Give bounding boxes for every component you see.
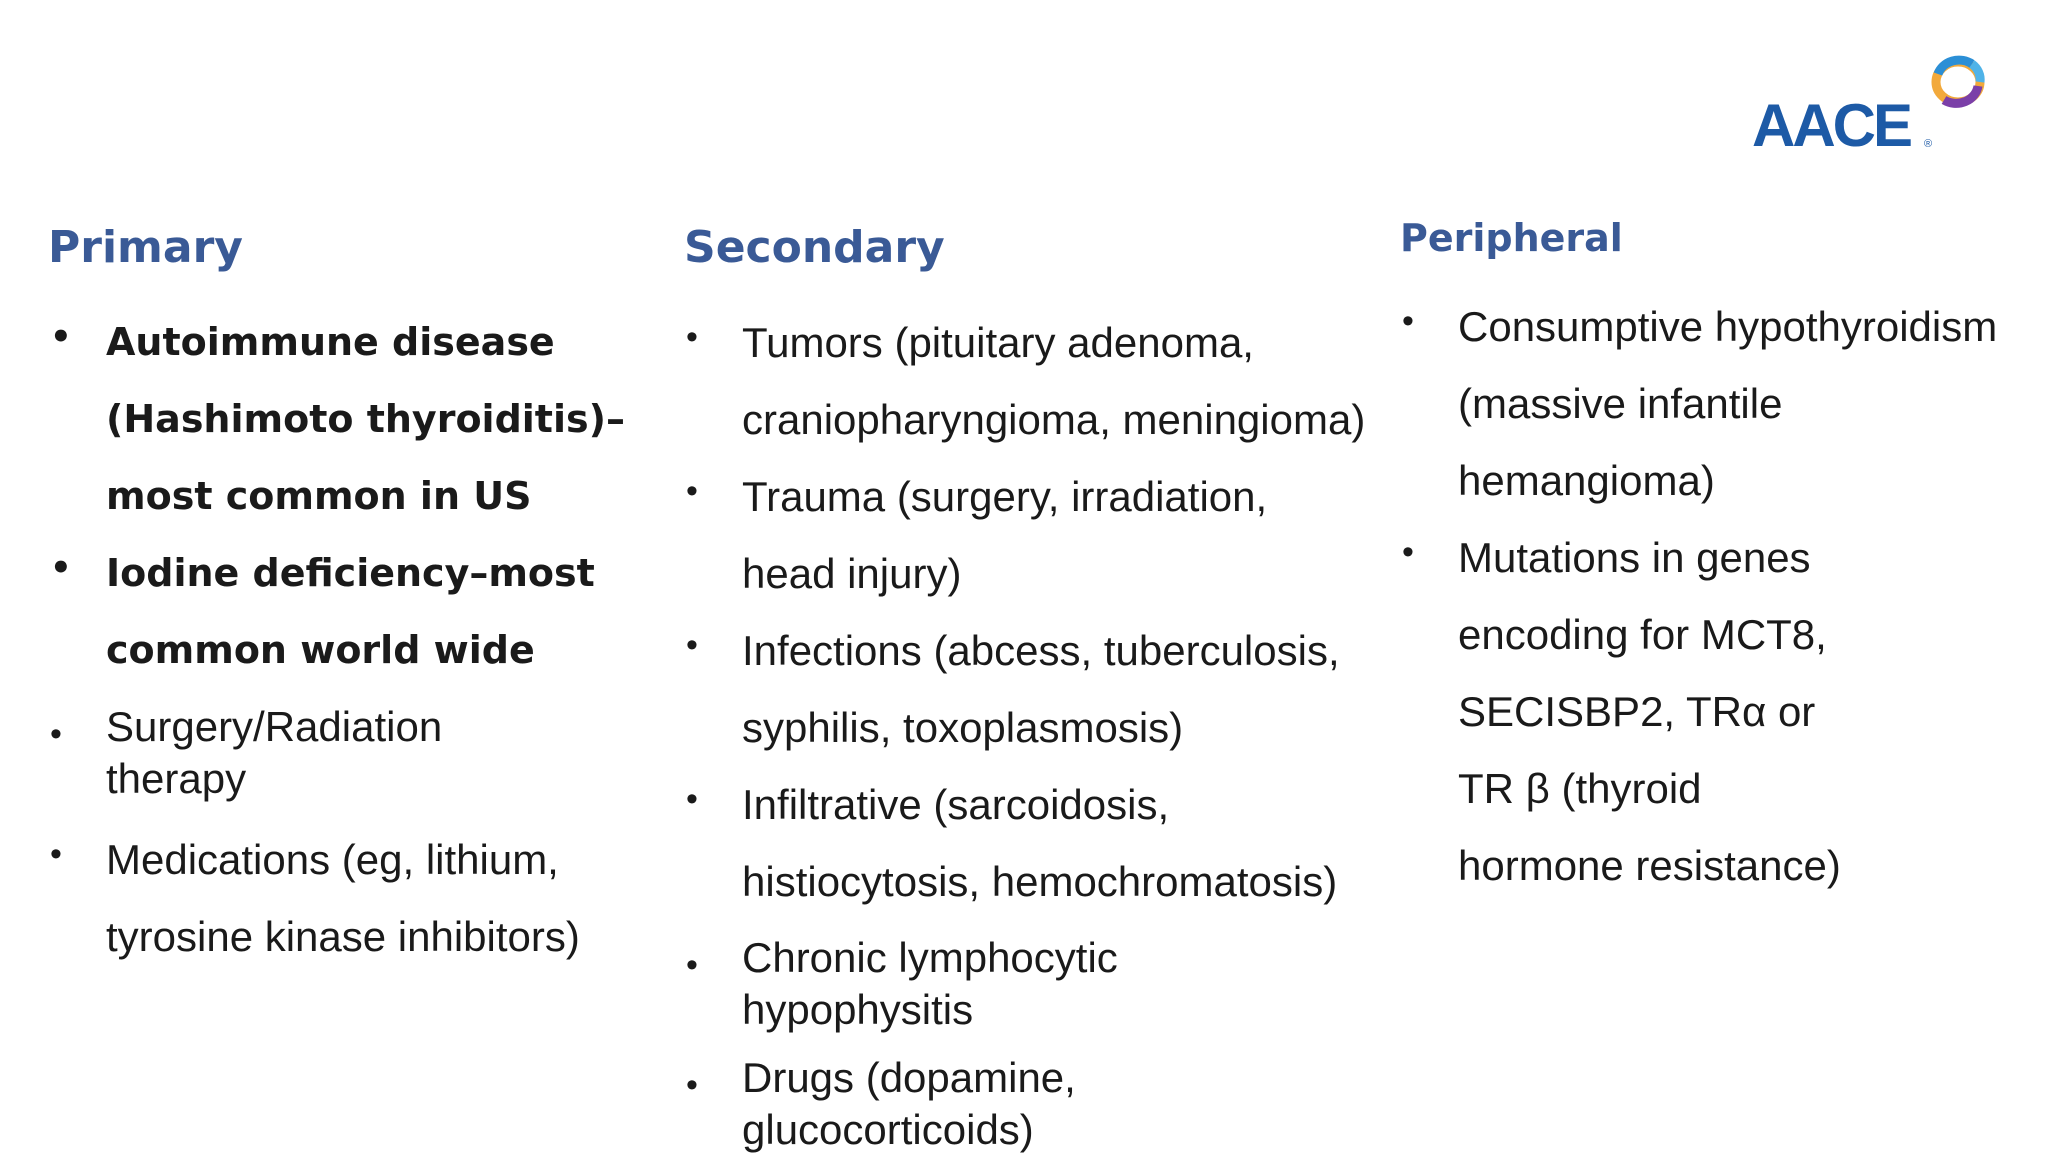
list-item xyxy=(684,458,1365,612)
list-item-line: Drugs (dopamine, xyxy=(742,1054,1076,1101)
list-item xyxy=(684,932,1365,1036)
bullet-icon: • xyxy=(686,472,698,510)
bullet-icon: • xyxy=(1402,302,1414,340)
list-item-line: Infections (abcess, tuberculosis, xyxy=(742,627,1340,674)
bullet-icon: • xyxy=(50,715,62,753)
bullet-icon: • xyxy=(686,946,698,984)
list-item-line: TR β (thyroid xyxy=(1458,765,1702,812)
list-item-line: Surgery/Radiation xyxy=(106,703,443,750)
list-item-line: Consumptive hypothyroidism xyxy=(1458,303,1998,350)
list-item xyxy=(684,304,1365,458)
list-item xyxy=(48,701,625,805)
list-item-line: tyrosine kinase inhibitors) xyxy=(106,913,580,960)
list-item-line: (Hashimoto thyroiditis)– xyxy=(106,397,625,441)
registered-mark: ® xyxy=(1924,138,1933,150)
list-item xyxy=(684,612,1365,766)
list-item-line: craniopharyngioma, meningioma) xyxy=(742,396,1366,443)
peripheral-list xyxy=(1400,288,1997,904)
list-item-line: therapy xyxy=(106,755,247,802)
bullet-icon: • xyxy=(686,318,698,356)
list-item-line: glucocorticoids) xyxy=(742,1106,1034,1153)
aace-logo-text: AACE xyxy=(1752,92,1911,159)
list-item xyxy=(684,766,1365,920)
list-item-line: encoding for MCT8, xyxy=(1458,611,1827,658)
list-item xyxy=(48,821,625,975)
bullet-icon: • xyxy=(686,780,698,818)
list-item-line: Mutations in genes xyxy=(1458,534,1811,581)
list-item-line: SECISBP2, TRα or xyxy=(1458,688,1816,735)
list-item-line: Iodine deficiency–most xyxy=(106,551,595,595)
list-item-line: common world wide xyxy=(106,628,535,672)
bullet-icon: • xyxy=(50,835,62,873)
list-item-line: Medications (eg, lithium, xyxy=(106,836,559,883)
list-item-line: head injury) xyxy=(742,550,962,597)
peripheral-heading: Peripheral xyxy=(1400,216,1623,260)
bullet-icon: • xyxy=(1402,533,1414,571)
list-item-line: Autoimmune disease xyxy=(106,320,555,364)
list-item-line: Tumors (pituitary adenoma, xyxy=(742,319,1254,366)
aace-logo-mark-icon xyxy=(1920,52,1990,118)
bullet-icon: • xyxy=(686,626,698,664)
bullet-icon: • xyxy=(686,1066,698,1104)
list-item-line: histiocytosis, hemochromatosis) xyxy=(742,858,1338,905)
list-item-line: most common in US xyxy=(106,474,532,518)
list-item xyxy=(1400,288,1997,519)
bullet-icon: • xyxy=(50,317,72,357)
list-item xyxy=(48,535,625,689)
list-item-line: hypophysitis xyxy=(742,986,974,1033)
list-item xyxy=(48,304,625,535)
list-item xyxy=(684,1052,1365,1156)
list-item-line: hemangioma) xyxy=(1458,457,1715,504)
aace-logo xyxy=(1748,52,2008,162)
secondary-heading: Secondary xyxy=(684,222,945,273)
list-item-line: syphilis, toxoplasmosis) xyxy=(742,704,1184,751)
list-item-line: (massive infantile xyxy=(1458,380,1783,427)
primary-list xyxy=(48,304,625,975)
secondary-list xyxy=(684,304,1365,1172)
list-item xyxy=(1400,519,1997,904)
primary-heading: Primary xyxy=(48,222,243,273)
list-item-line: hormone resistance) xyxy=(1458,842,1841,889)
list-item-line: Chronic lymphocytic xyxy=(742,934,1118,981)
bullet-icon: • xyxy=(50,548,72,588)
list-item-line: Trauma (surgery, irradiation, xyxy=(742,473,1268,520)
list-item-line: Infiltrative (sarcoidosis, xyxy=(742,781,1170,828)
